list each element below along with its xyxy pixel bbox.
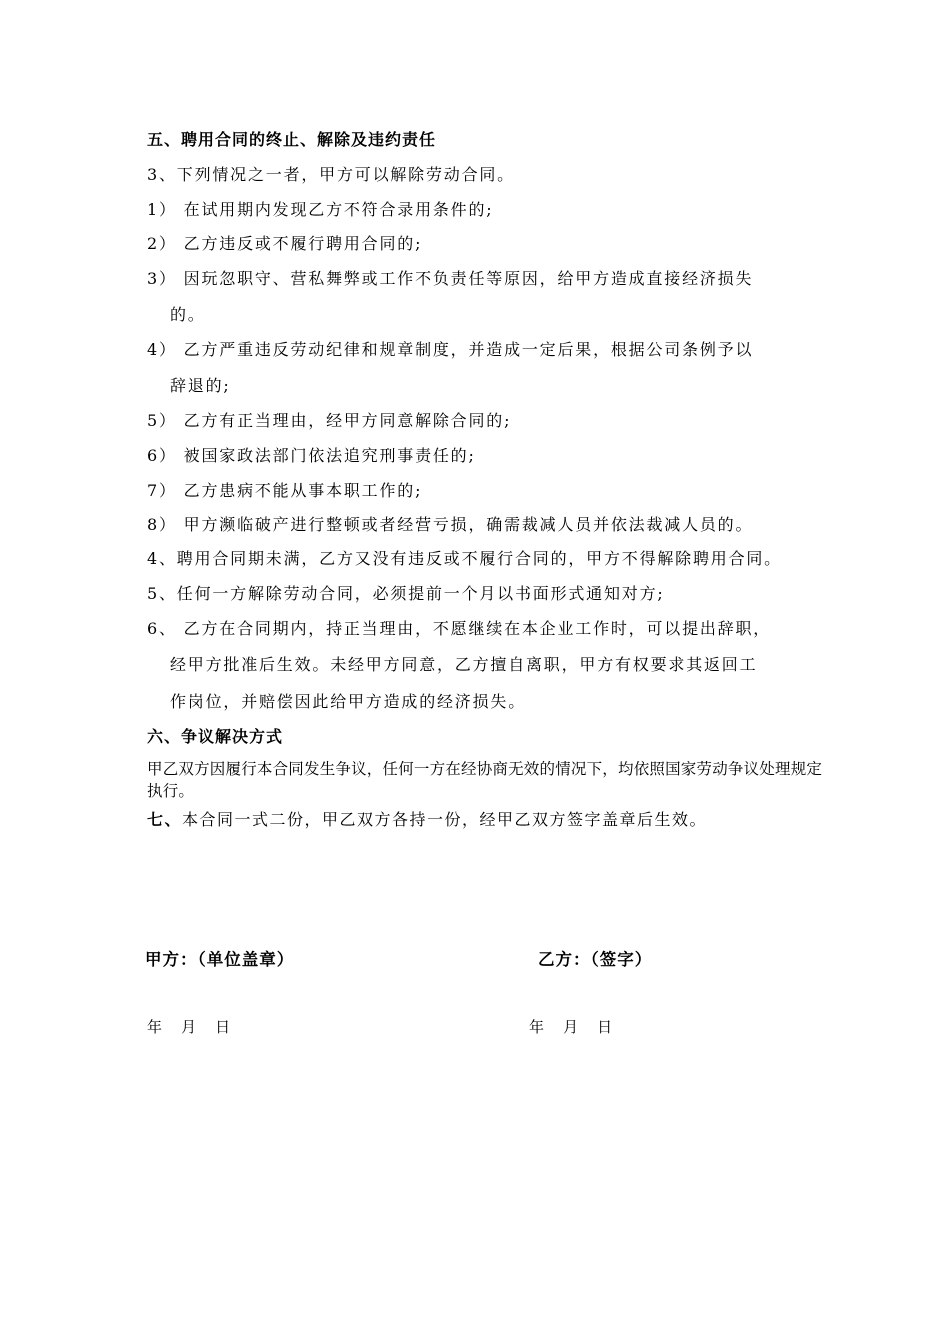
party-a-signature-label: 甲方：（单位盖章） <box>145 950 295 969</box>
section6-body: 甲乙双方因履行本合同发生争议，任何一方在经协商无效的情况下，均依照国家劳动争议处理规定执行。 <box>147 760 823 800</box>
section7-line <box>147 807 707 830</box>
section5-heading: 五、聘用合同的终止、解除及违约责任 <box>147 130 437 149</box>
section5-sub2: 2） 乙方违反或不履行聘用合同的; <box>147 234 423 253</box>
section6-heading: 六、争议解决方式 <box>147 727 284 746</box>
section5-sub7: 7） 乙方患病不能从事本职工作的; <box>147 481 423 500</box>
section5-item6-line1: 6、 乙方在合同期内，持正当理由，不愿继续在本企业工作时，可以提出辞职， <box>147 619 772 638</box>
section5-sub3-line1: 3） 因玩忽职守、营私舞弊或工作不负责任等原因，给甲方造成直接经济损失 <box>147 269 754 288</box>
section5-sub1: 1） 在试用期内发现乙方不符合录用条件的; <box>147 200 494 219</box>
section7-number: 七、 <box>147 810 183 829</box>
section5-sub6: 6） 被国家政法部门依法追究刑事责任的; <box>147 446 476 465</box>
section5-sub3-line2: 的。 <box>170 305 206 324</box>
section7-body: 本合同一式二份，甲乙双方各持一份，经甲乙双方签字盖章后生效。 <box>182 810 708 829</box>
party-b-signature-label: 乙方：（签字） <box>538 950 653 969</box>
section5-item6-line3: 作岗位，并赔偿因此给甲方造成的经济损失。 <box>170 692 527 711</box>
section5-sub8: 8） 甲方濒临破产进行整顿或者经营亏损，确需裁减人员并依法裁减人员的。 <box>147 515 754 534</box>
section5-item4: 4、聘用合同期未满，乙方又没有违反或不履行合同的，甲方不得解除聘用合同。 <box>147 549 782 568</box>
section5-item5: 5、任何一方解除劳动合同，必须提前一个月以书面形式通知对方; <box>147 584 665 603</box>
party-a-date: 年 月 日 <box>147 1018 231 1036</box>
section5-sub4-line2: 辞退的; <box>170 376 231 395</box>
section5-item3: 3、下列情况之一者，甲方可以解除劳动合同。 <box>147 165 515 184</box>
section5-sub4-line1: 4） 乙方严重违反劳动纪律和规章制度，并造成一定后果，根据公司条例予以 <box>147 340 754 359</box>
section5-sub5: 5） 乙方有正当理由，经甲方同意解除合同的; <box>147 411 512 430</box>
party-b-date: 年 月 日 <box>529 1018 613 1036</box>
section5-item6-line2: 经甲方批准后生效。未经甲方同意，乙方擅自离职，甲方有权要求其返回工 <box>170 655 758 674</box>
